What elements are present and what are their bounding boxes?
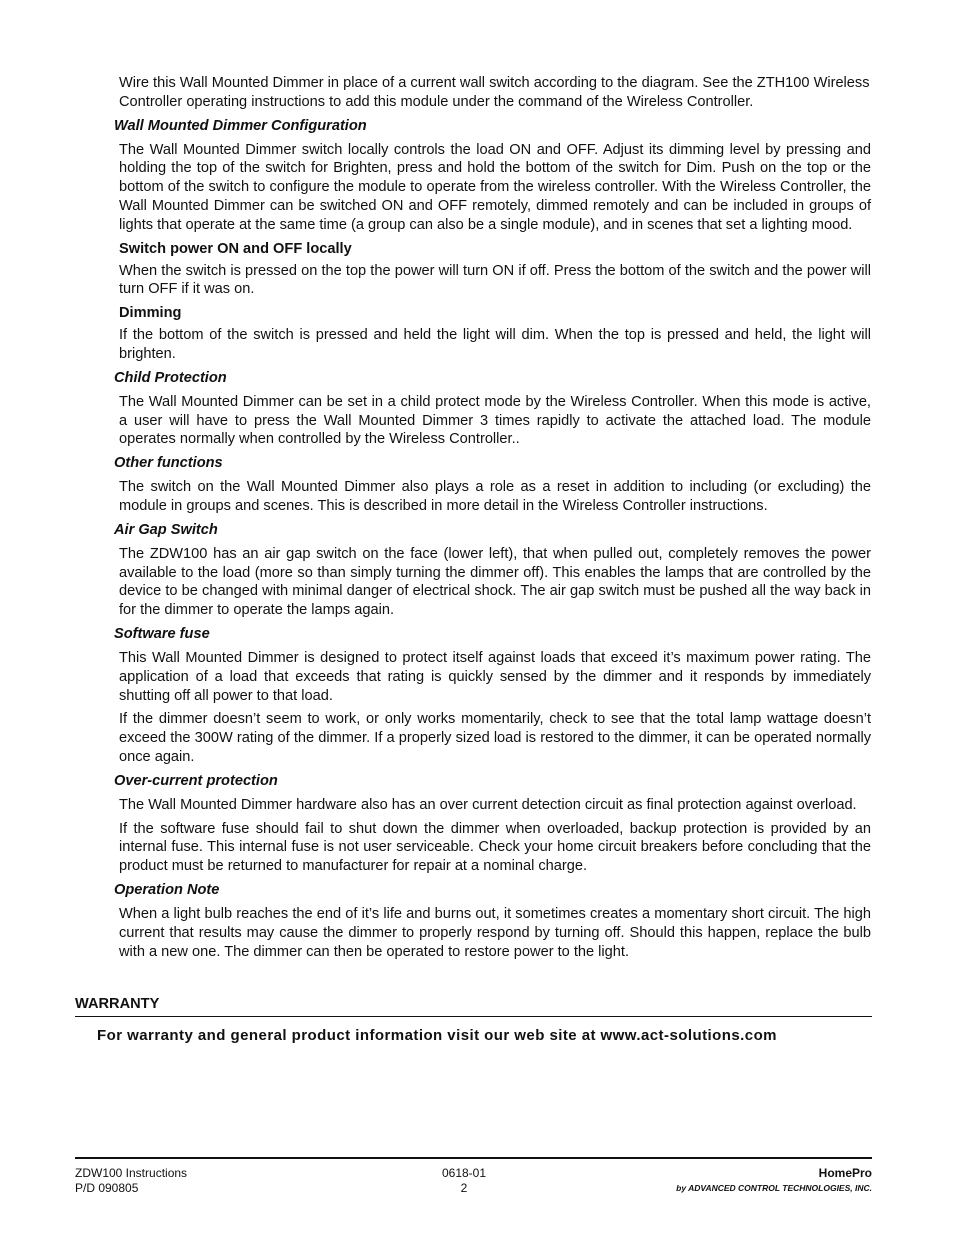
page-number: 2 xyxy=(460,1181,468,1195)
warranty-info: For warranty and general product information visit our web site at www.act-solutions.com xyxy=(97,1027,777,1044)
config-paragraph: The Wall Mounted Dimmer switch locally controls the load ON and OFF. Adjust its dimming level by pressing and holding the top of the switch for Brighten, press and hold the bottom of the switch for Dim. Push on the top or the bottom of the switch to configure the module to operate from the wireless controller. With the Wireless Controller, the Wall Mounted Dimmer can be switched ON and OFF remotely, dimmed remotely and can be included in groups of lights that operate at the same time (a group can also be a single module), and in scenes that set a lighting mood. xyxy=(119,141,871,233)
operation-note-paragraph: When a light bulb reaches the end of it’s life and burns out, it sometimes creates a momentary short circuit. The high current that results may cause the dimmer to properly respond by turning off. Should this happen, replace the bulb with a new one. The dimmer can then be operated to restore power to the light. xyxy=(119,905,871,960)
air-gap-paragraph: The ZDW100 has an air gap switch on the face (lower left), that when pulled out, completely removes the power available to the load (more so than simply turning the dimmer off). This enables the lamps that are controlled by the device to be changed with minimal danger of electrical shock. The air gap switch must be pushed all the way back in for the dimmer to operate the lamps again. xyxy=(119,545,871,619)
dimming-heading: Dimming xyxy=(119,305,182,322)
switch-power-paragraph: When the switch is pressed on the top the power will turn ON if off. Press the bottom of the switch and the power will turn OFF if it was on. xyxy=(119,262,871,298)
over-current-paragraph-2: If the software fuse should fail to shut down the dimmer when overloaded, backup protection is provided by an internal fuse. This internal fuse is not user serviceable. Check your home circuit breakers before concluding that the product must be returned to manufacturer for repair at a nominal charge. xyxy=(119,820,871,875)
child-protection-paragraph: The Wall Mounted Dimmer can be set in a child protect mode by the Wireless Controller. When this mode is active, a user will have to press the Wall Mounted Dimmer 3 times rapidly to activate the attached load. The module operates normally when controlled by the Wireless Controller.. xyxy=(119,393,871,448)
child-protection-heading: Child Protection xyxy=(114,369,227,386)
over-current-heading: Over-current protection xyxy=(114,772,278,789)
dimming-paragraph: If the bottom of the switch is pressed and held the light will dim. When the top is pressed and held, the light will brighten. xyxy=(119,327,871,362)
config-heading: Wall Mounted Dimmer Configuration xyxy=(114,117,367,134)
footer-doc-name: ZDW100 Instructions xyxy=(75,1166,188,1180)
footer-doc-info xyxy=(75,1166,187,1196)
switch-power-heading: Switch power ON and OFF locally xyxy=(119,240,352,257)
air-gap-heading: Air Gap Switch xyxy=(114,521,218,538)
software-fuse-paragraph-1: This Wall Mounted Dimmer is designed to protect itself against loads that exceed it’s maximum power rating. The application of a load that exceeds that rating is quickly sensed by the dimmer and it responds by immediately shutting off all power to that load. xyxy=(119,649,871,704)
intro-paragraph: Wire this Wall Mounted Dimmer in place of a current wall switch according to the diagram. See the ZTH100 Wireless Controller operating instructions to add this module under the command of the Wireless Controller. xyxy=(119,75,870,110)
warranty-divider xyxy=(75,1016,872,1017)
warranty-title: WARRANTY xyxy=(75,996,160,1012)
footer-brand xyxy=(676,1166,872,1196)
software-fuse-paragraph-2: If the dimmer doesn’t seem to work, or only works momentarily, check to see that the total lamp wattage doesn’t exceed the 300W rating of the dimmer. If a properly sized load is restored to the dimmer, it can be operated normally once again. xyxy=(119,711,871,765)
footer-code: 0618-01 xyxy=(441,1166,487,1180)
other-functions-paragraph: The switch on the Wall Mounted Dimmer also plays a role as a reset in addition to including (or excluding) the module in groups and scenes. This is described in more detail in the Wireless Controller instructions. xyxy=(119,479,871,514)
software-fuse-heading: Software fuse xyxy=(114,625,210,642)
instructions-body xyxy=(114,74,871,966)
brand-name: HomePro xyxy=(818,1166,872,1180)
operation-note-heading: Operation Note xyxy=(114,881,220,898)
over-current-paragraph-1: The Wall Mounted Dimmer hardware also has an over current detection circuit as final protection against overload. xyxy=(119,796,857,813)
other-functions-heading: Other functions xyxy=(114,455,223,472)
footer-divider xyxy=(75,1157,872,1159)
brand-byline: by ADVANCED CONTROL TECHNOLOGIES, INC. xyxy=(676,1183,872,1193)
footer-part-number: P/D 090805 xyxy=(75,1181,139,1195)
footer-page-info xyxy=(414,1166,514,1196)
